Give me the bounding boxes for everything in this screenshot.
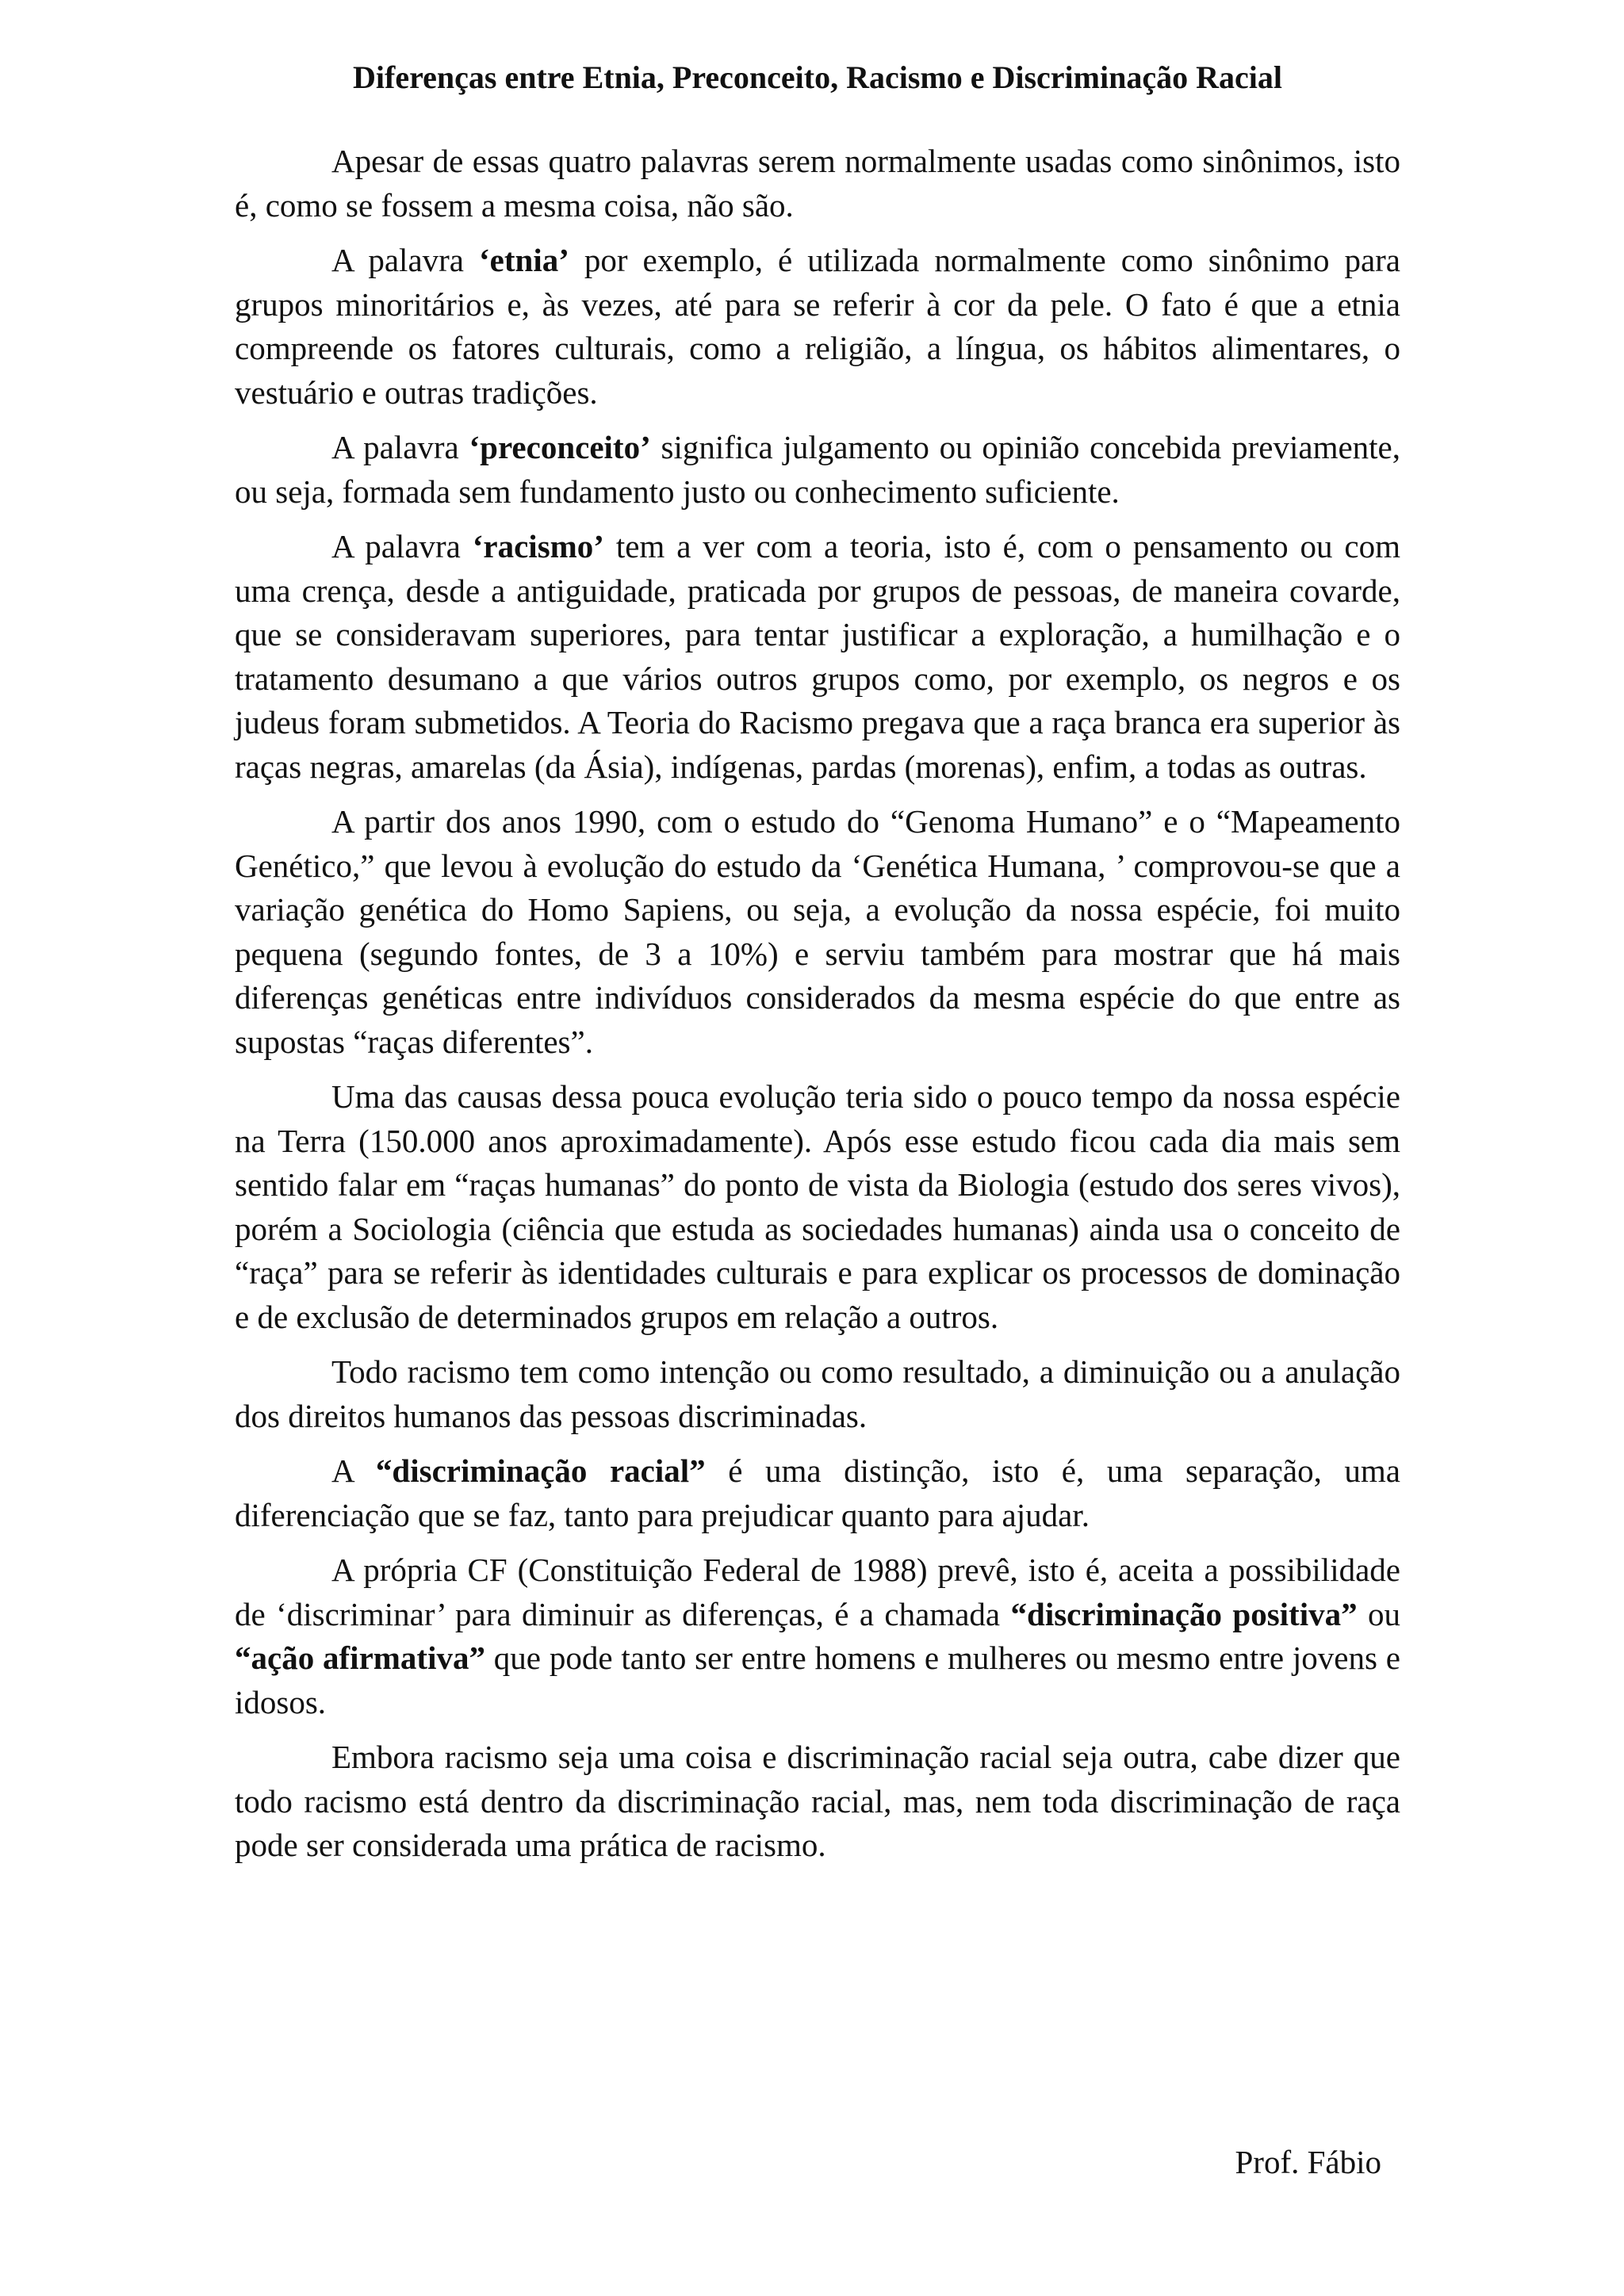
paragraph-text: por exemplo, é utilizada normalmente como sinônimo para grupos minoritários e, às vezes, até para se referir à cor da pele. O fato é que a etnia compreende os fatores culturais, como a religião, a língua, os hábitos alimentares, o vestuário e outras tradições. [235, 242, 1401, 411]
bold-term: ‘etnia’ [479, 242, 569, 278]
paragraph-text: A palavra [331, 528, 473, 564]
document-page [235, 57, 1400, 1879]
paragraph-text: A própria CF (Constituição Federal de 1988) prevê, isto é, aceita a possibilidade de ‘discriminar’ para diminuir as diferenças, é a chamada [235, 1552, 1400, 1632]
paragraph-text: A palavra [331, 242, 480, 278]
paragraph [235, 239, 1400, 415]
bold-term: “discriminação racial” [375, 1452, 706, 1489]
document-body [235, 140, 1400, 1868]
document-title: Diferenças entre Etnia, Preconceito, Racismo e Discriminação Racial [353, 59, 1282, 95]
paragraph [235, 1075, 1400, 1339]
bold-term: ‘preconceito’ [469, 429, 651, 465]
author-signature: Prof. Fábio [1235, 2144, 1381, 2180]
paragraph [235, 1548, 1400, 1724]
paragraph-text: A [331, 1452, 376, 1489]
paragraph-text: A palavra [331, 429, 469, 465]
bold-term: “ação afirmativa” [235, 1640, 485, 1676]
paragraph-text: Embora racismo seja uma coisa e discriminação racial seja outra, cabe dizer que todo racismo está dentro da discriminação racial, mas, nem toda discriminação de raça pode ser considerada uma prática de racismo. [235, 1739, 1400, 1863]
paragraph [235, 800, 1400, 1064]
paragraph [235, 1350, 1400, 1438]
paragraph [235, 1449, 1400, 1537]
paragraph-text: é uma distinção, isto é, uma separação, uma diferenciação que se faz, tanto para prejudicar quanto para ajudar. [235, 1452, 1400, 1533]
paragraph [235, 1735, 1400, 1868]
bold-term: ‘racismo’ [472, 528, 604, 564]
paragraph-text: A partir dos anos 1990, com o estudo do “Genoma Humano” e o “Mapeamento Genético,” que levou à evolução do estudo da ‘Genética Humana, ’ comprovou-se que a variação genética do Homo Sapiens, ou seja, a evolução da nossa espécie, foi muito pequena (segundo fontes, de 3 a 10%) e serviu também para mostrar que há mais diferenças genéticas entre indivíduos considerados da mesma espécie do que entre as supostas “raças diferentes”. [235, 803, 1400, 1060]
bold-term: “discriminação positiva” [1010, 1595, 1358, 1632]
paragraph [235, 525, 1400, 789]
paragraph-text: que pode tanto ser entre homens e mulheres ou mesmo entre jovens e idosos. [235, 1640, 1400, 1720]
paragraph [235, 140, 1400, 228]
paragraph-text: tem a ver com a teoria, isto é, com o pensamento ou com uma crença, desde a antiguidade, praticada por grupos de pessoas, de maneira covarde, que se consideravam superiores, para tentar justificar a exploração, a humilhação e o tratamento desumano a que vários outros grupos como, por exemplo, os negros e os judeus foram submetidos. A Teoria do Racismo pregava que a raça branca era superior às raças negras, amarelas (da Ásia), indígenas, pardas (morenas), enfim, a todas as outras. [235, 528, 1401, 785]
paragraph-text: ou [1357, 1595, 1400, 1632]
paragraph-text: significa julgamento ou opinião concebida previamente, ou seja, formada sem fundamento justo ou conhecimento suficiente. [235, 429, 1400, 510]
paragraph-text: Uma das causas dessa pouca evolução teria sido o pouco tempo da nossa espécie na Terra (150.000 anos aproximadamente). Após esse estudo ficou cada dia mais sem sentido falar em “raças humanas” do ponto de vista da Biologia (estudo dos seres vivos), porém a Sociologia (ciência que estuda as sociedades humanas) ainda usa o conceito de “raça” para se referir às identidades culturais e para explicar os processos de dominação e de exclusão de determinados grupos em relação a outros. [235, 1078, 1400, 1335]
paragraph-text: Apesar de essas quatro palavras serem normalmente usadas como sinônimos, isto é, como se fossem a mesma coisa, não são. [235, 143, 1400, 224]
paragraph [235, 426, 1400, 514]
paragraph-text: Todo racismo tem como intenção ou como resultado, a diminuição ou a anulação dos direitos humanos das pessoas discriminadas. [235, 1353, 1400, 1434]
